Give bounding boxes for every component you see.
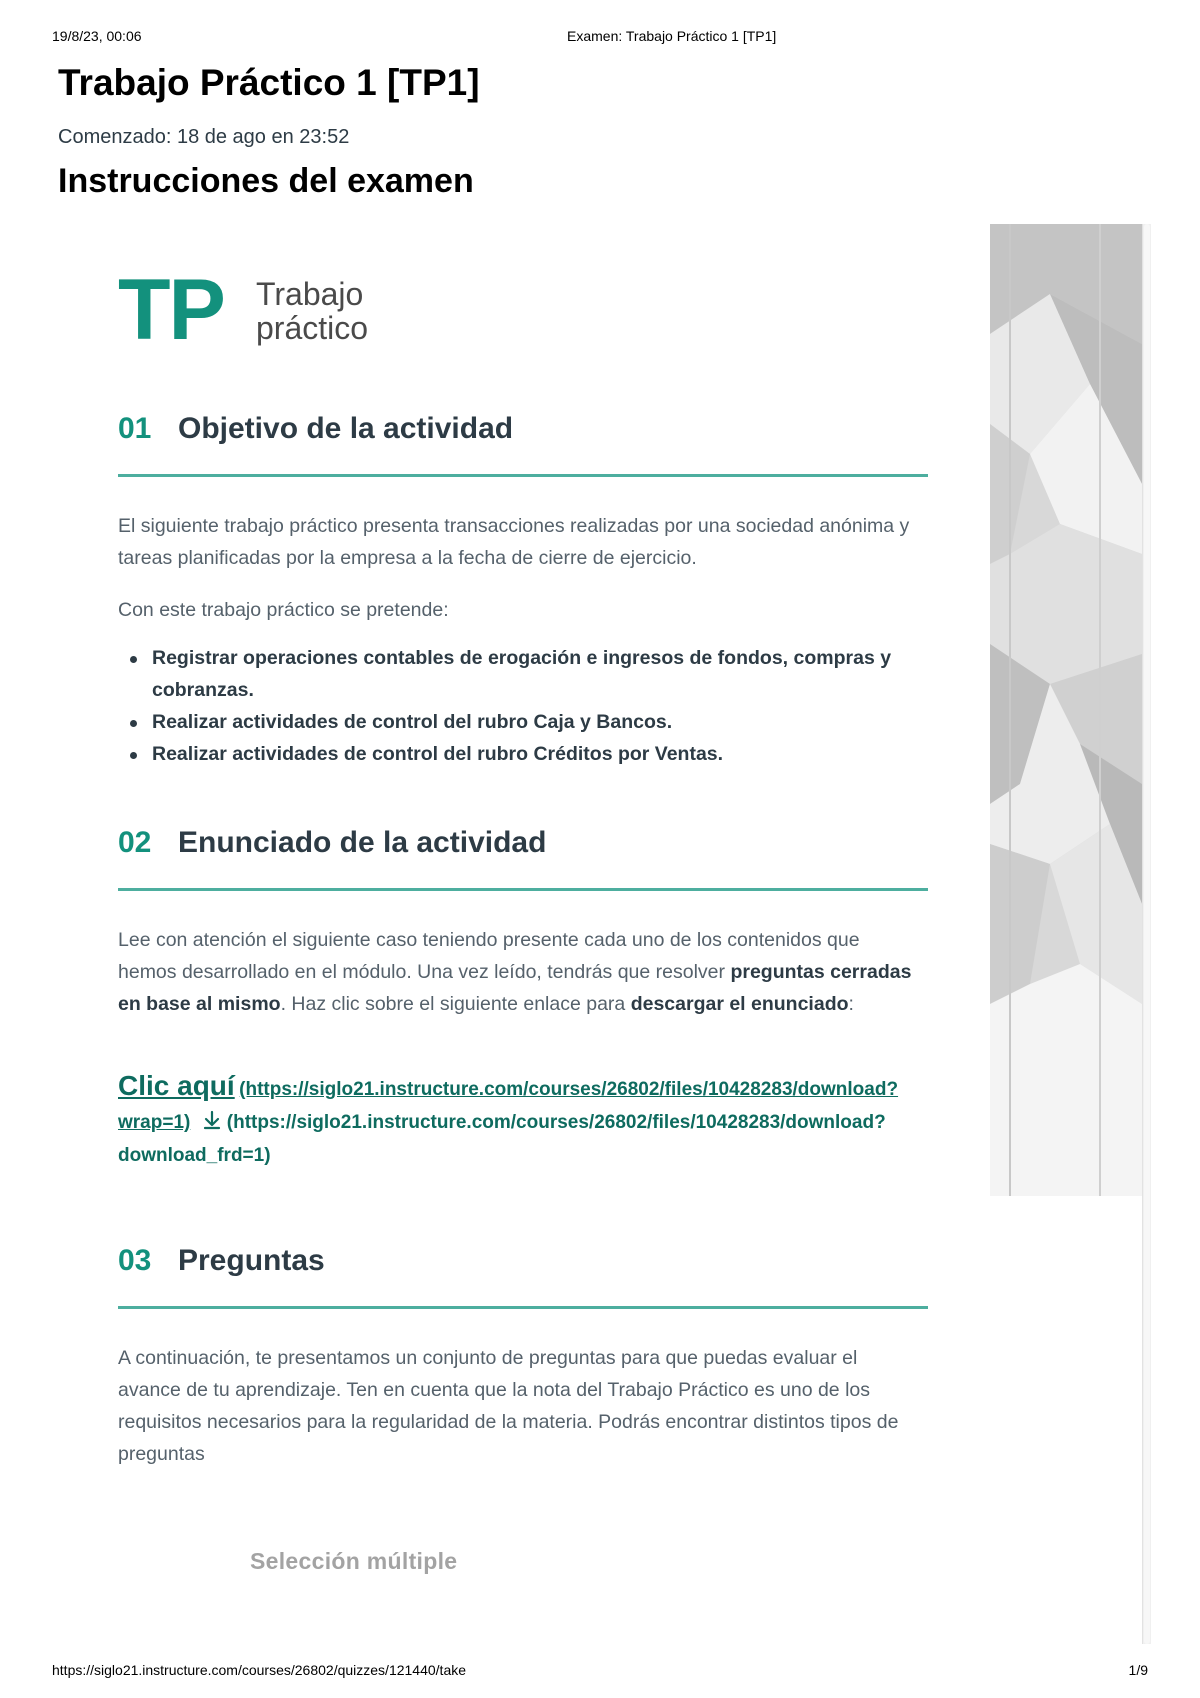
download-links xyxy=(118,1070,928,1173)
file-download-link[interactable]: (https://siglo21.instructure.com/courses/26802/files/10428283/download?download_frd=1) xyxy=(118,1112,886,1166)
footer-url: https://siglo21.instructure.com/courses/26802/quizzes/121440/take xyxy=(52,1662,467,1678)
logo-mark: TP xyxy=(118,262,224,358)
tp-logo xyxy=(118,262,418,362)
section-objetivo-heading xyxy=(118,412,928,482)
enunciado-text-a: Lee con atención el siguiente caso teniendo presente cada uno de los contenidos que hemos desarrollado en el módulo. Una vez leído, tendrás que resolver xyxy=(118,929,860,983)
enunciado-text-c: . Haz clic sobre el siguiente enlace para xyxy=(280,993,631,1015)
section-number: 01 xyxy=(118,412,152,445)
logo-text-line1: Trabajo xyxy=(256,276,364,312)
print-date: 19/8/23, 00:06 xyxy=(52,28,142,44)
objetivo-paragraph: El siguiente trabajo práctico presenta transacciones realizadas por una sociedad anónima y tareas planificadas por la empresa a la fecha de cierre de ejercicio. xyxy=(118,515,910,569)
page-number: 1/9 xyxy=(1128,1662,1148,1678)
section-divider xyxy=(118,1306,928,1309)
section-divider xyxy=(118,474,928,477)
print-footer xyxy=(52,1662,1148,1682)
section-title: Preguntas xyxy=(178,1244,325,1277)
preguntas-paragraph: A continuación, te presentamos un conjunto de preguntas para que puedas evaluar el avance de tu aprendizaje. Ten en cuenta que la nota del Trabajo Práctico es uno de los requisitos necesarios para la regularidad de la materia. Podrás encontrar distintos tipos de preguntas xyxy=(118,1347,899,1465)
list-item: Realizar actividades de control del rubro Caja y Bancos. xyxy=(118,706,918,738)
section-preguntas-heading xyxy=(118,1244,928,1314)
logo-text-line2: práctico xyxy=(256,310,369,346)
objetivo-list xyxy=(118,642,918,770)
print-title: Examen: Trabajo Práctico 1 [TP1] xyxy=(567,28,777,44)
page-title: Trabajo Práctico 1 [TP1] xyxy=(58,62,480,103)
list-item: Registrar operaciones contables de erogación e ingresos de fondos, compras y cobranzas. xyxy=(118,642,918,706)
enunciado-emphasis-1: preguntas cerradas en base al mismo xyxy=(118,961,912,1015)
question-type-heading: Selección múltiple xyxy=(250,1548,458,1574)
section-divider xyxy=(118,888,928,891)
file-wrap-link[interactable]: (https://siglo21.instructure.com/courses/26802/files/10428283/download?wrap=1) xyxy=(118,1079,899,1133)
section-title: Enunciado de la actividad xyxy=(178,826,547,859)
section-number: 02 xyxy=(118,826,152,859)
section-enunciado-heading xyxy=(118,826,928,896)
section-title: Objetivo de la actividad xyxy=(178,412,514,445)
list-item: Realizar actividades de control del rubro Créditos por Ventas. xyxy=(118,738,918,770)
content-scrollbar[interactable] xyxy=(1142,224,1151,1644)
clic-aqui-link[interactable]: Clic aquí xyxy=(118,1070,235,1101)
enunciado-emphasis-2: descargar el enunciado xyxy=(630,993,849,1015)
instructions-heading: Instrucciones del examen xyxy=(58,162,474,200)
print-header xyxy=(52,28,1148,48)
decorative-side-image xyxy=(990,224,1142,1196)
download-icon[interactable] xyxy=(195,1115,227,1132)
enunciado-text-e: : xyxy=(848,993,854,1015)
objetivo-intro: Con este trabajo práctico se pretende: xyxy=(118,599,449,621)
enunciado-paragraph xyxy=(118,924,918,1020)
scrollbar-thumb[interactable] xyxy=(1144,224,1150,1644)
section-number: 03 xyxy=(118,1244,152,1277)
started-timestamp: Comenzado: 18 de ago en 23:52 xyxy=(58,126,350,148)
